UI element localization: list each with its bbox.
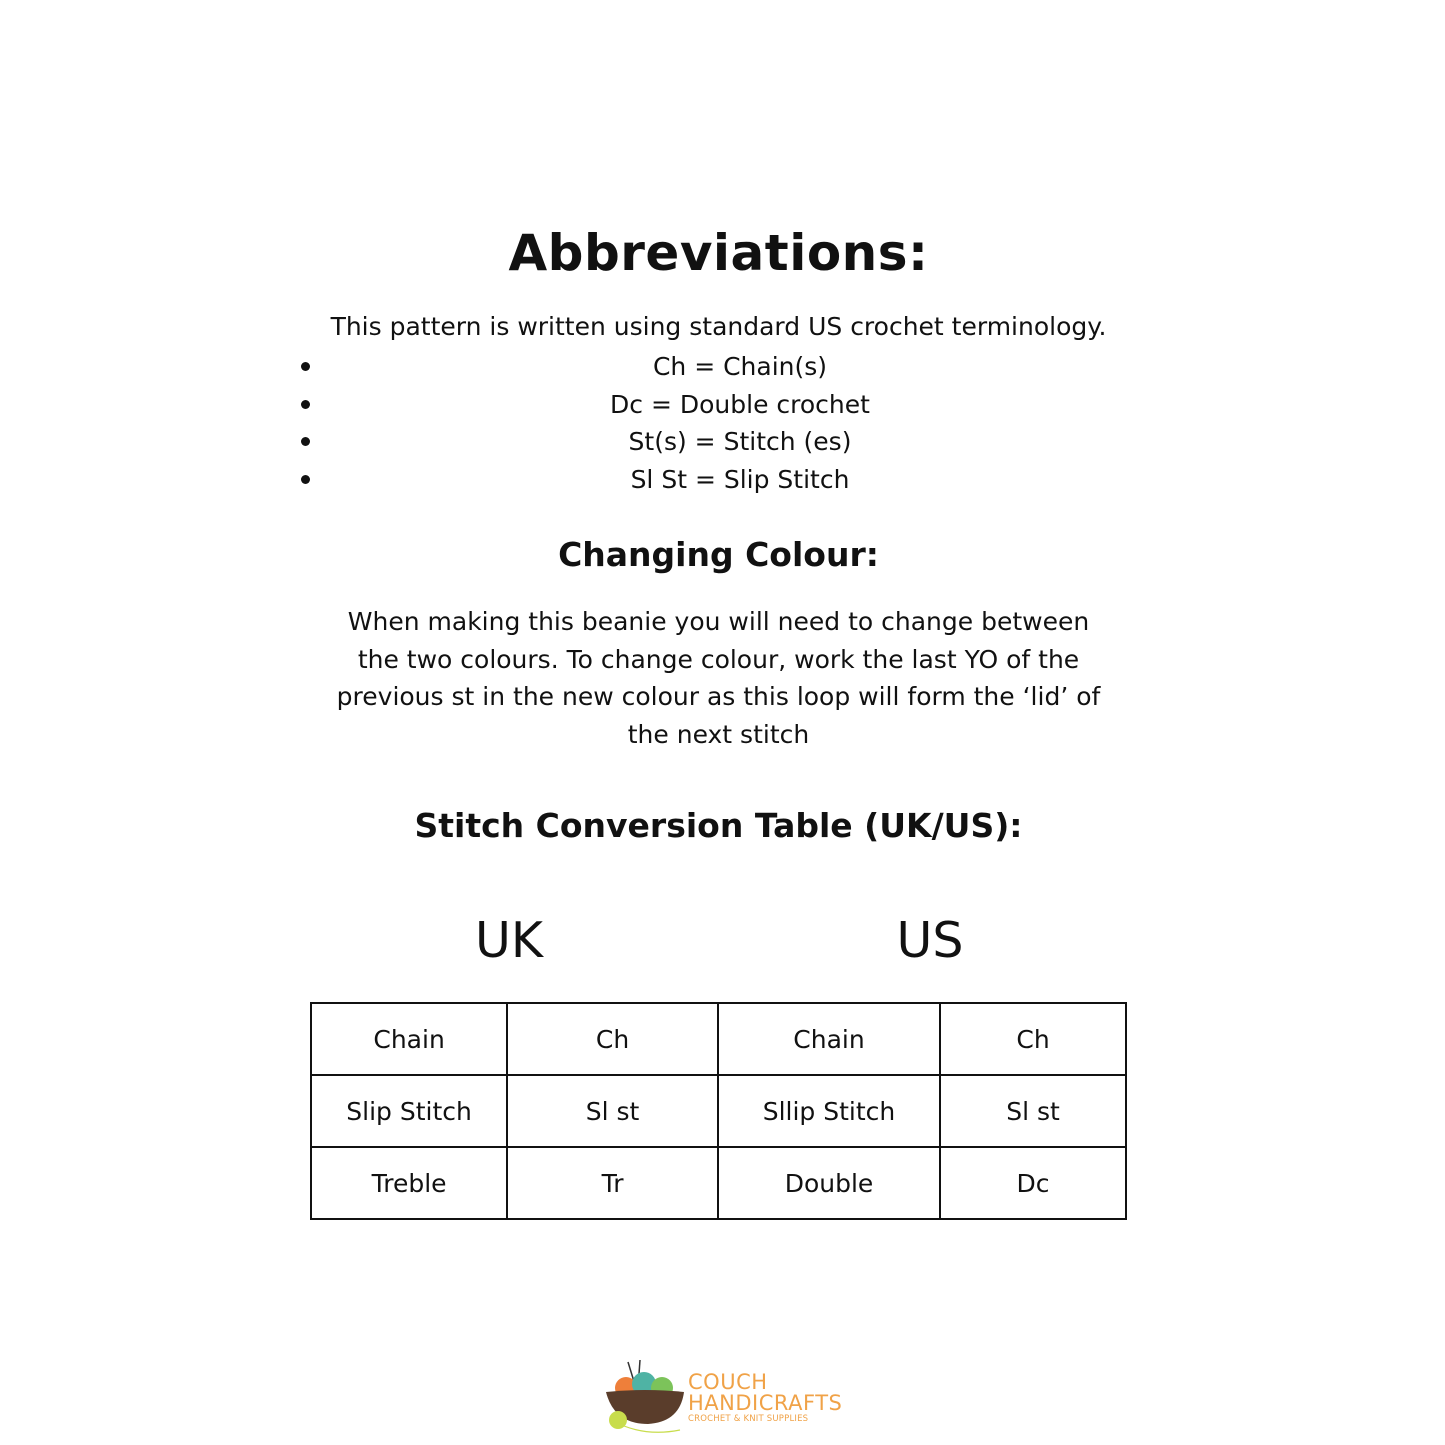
table-cell: Ch [940, 1003, 1126, 1075]
logo-text [688, 1372, 842, 1424]
intro-text: This pattern is written using standard US crochet terminology. [330, 312, 1107, 341]
abbreviation-list [295, 348, 1185, 498]
logo-tagline: CROCHET & KNIT SUPPLIES [688, 1414, 809, 1424]
table-cell: Sl st [507, 1075, 718, 1147]
table-cell: Treble [311, 1147, 507, 1219]
abbreviation-text: Dc = Double crochet [610, 389, 870, 419]
changing-colour-text [280, 603, 1157, 753]
table-cell: Sllip Stitch [718, 1075, 940, 1147]
paragraph-line: When making this beanie you will need to change between [347, 607, 1090, 636]
paragraph-line: the next stitch [627, 719, 810, 749]
logo-line: HANDICRAFTS [688, 1391, 843, 1415]
brand-logo [600, 1358, 860, 1438]
paragraph-line: previous st in the new colour as this loop will form the ‘lid’ of [336, 682, 1101, 711]
table-row [311, 1075, 1126, 1147]
page-title: Abbreviations: [508, 224, 929, 282]
table-row [311, 1003, 1126, 1075]
list-item [295, 423, 1185, 461]
list-item [295, 386, 1185, 424]
table-cell: Sl st [940, 1075, 1126, 1147]
list-item [295, 461, 1185, 499]
conversion-table-heading: Stitch Conversion Table (UK/US): [414, 806, 1023, 845]
yarn-bowl-icon [600, 1358, 690, 1440]
table-cell: Slip Stitch [311, 1075, 507, 1147]
abbreviation-text: Sl St = Slip Stitch [630, 464, 850, 494]
table-cell: Dc [940, 1147, 1126, 1219]
bullet-icon [301, 362, 310, 371]
list-item [295, 348, 1185, 386]
table-cell: Tr [507, 1147, 718, 1219]
table-cell: Chain [311, 1003, 507, 1075]
bullet-icon [301, 437, 310, 446]
abbreviation-text: St(s) = Stitch (es) [628, 427, 852, 456]
table-cell: Double [718, 1147, 940, 1219]
us-column-heading: US [896, 912, 964, 969]
conversion-table [310, 1002, 1127, 1220]
bullet-icon [301, 400, 310, 409]
uk-column-heading: UK [475, 912, 543, 969]
abbreviation-text: Ch = Chain(s) [652, 352, 828, 381]
table-cell: Chain [718, 1003, 940, 1075]
paragraph-line: the two colours. To change colour, work the last YO of the [357, 644, 1080, 674]
logo-line: COUCH [688, 1370, 768, 1394]
changing-colour-heading: Changing Colour: [558, 535, 879, 574]
bullet-icon [301, 475, 310, 484]
table-row [311, 1147, 1126, 1219]
table-cell: Ch [507, 1003, 718, 1075]
